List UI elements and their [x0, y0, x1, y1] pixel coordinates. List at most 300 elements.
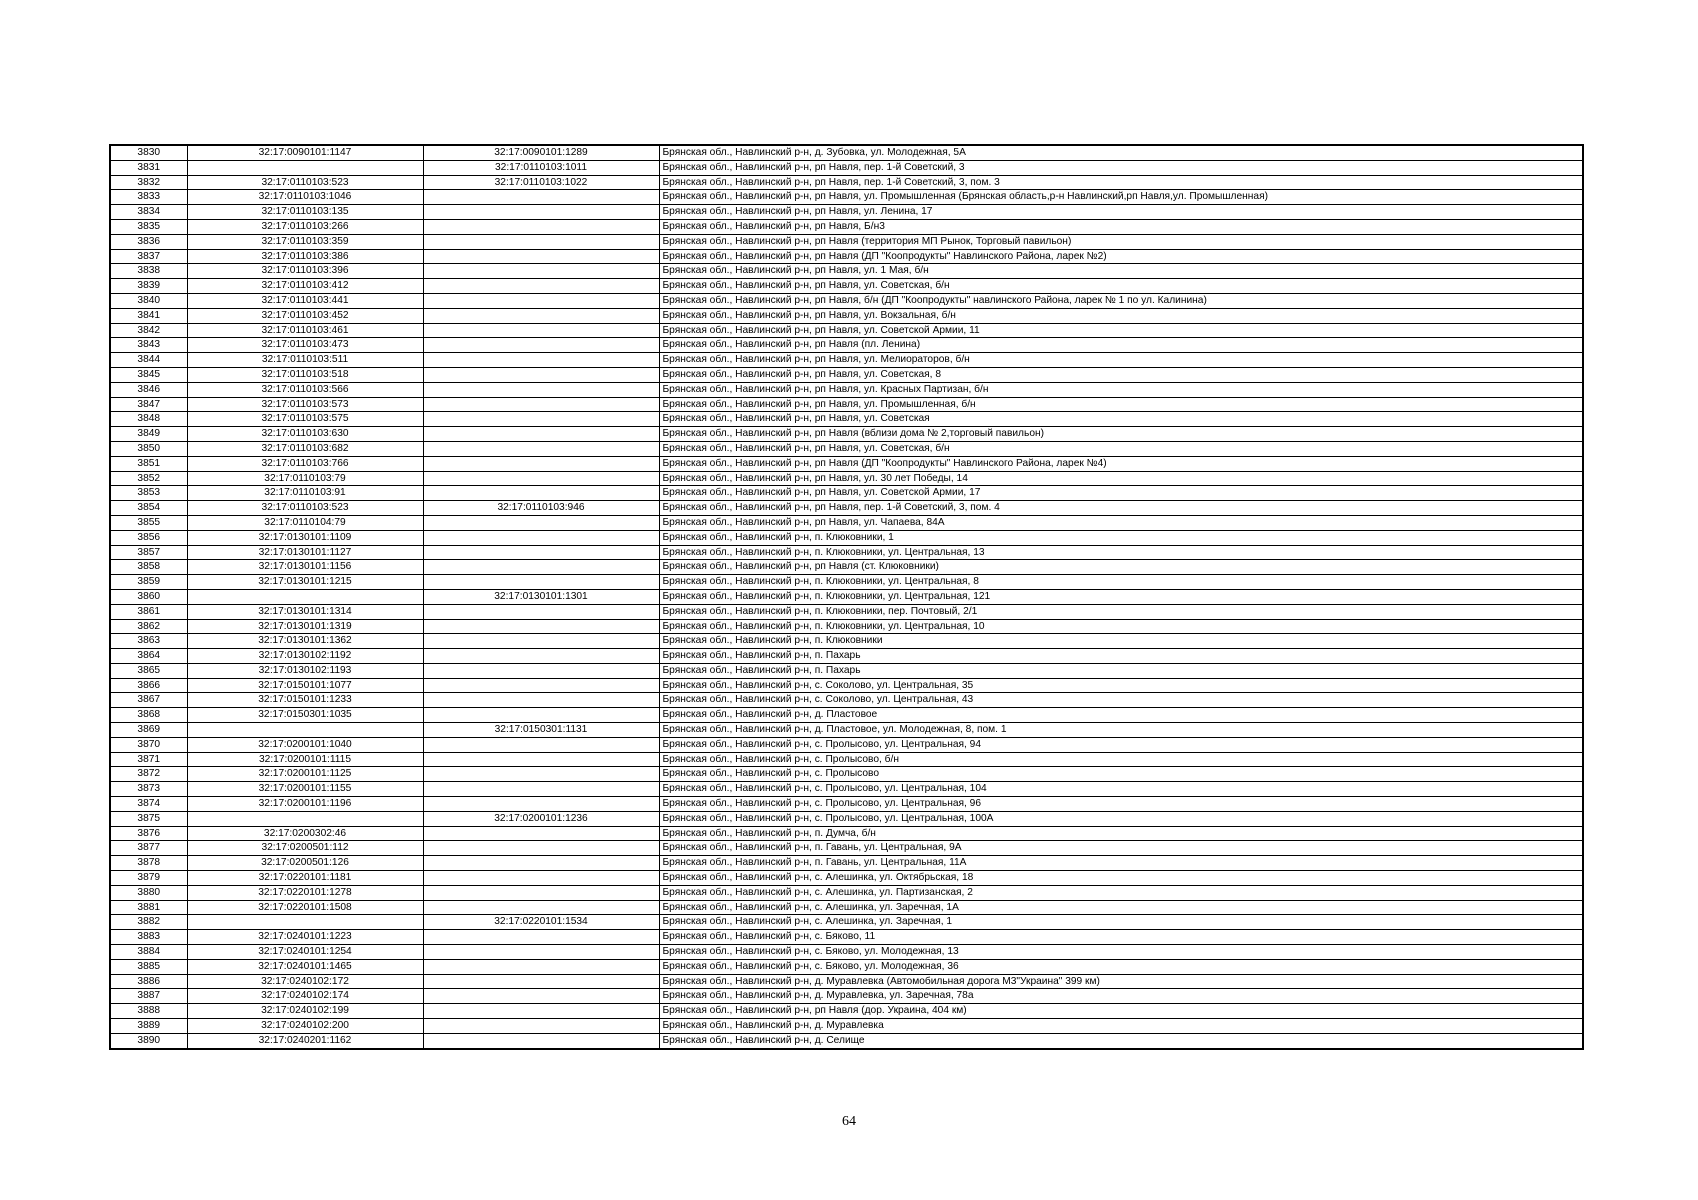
table-row — [110, 190, 1583, 205]
object-cadastral-number-cell — [423, 604, 659, 619]
cadastral-number-cell: 32:17:0110103:461 — [187, 323, 423, 338]
address-cell: Брянская обл., Навлинский р-н, с. Соколово, ул. Центральная, 43 — [659, 693, 1583, 708]
table-row — [110, 1019, 1583, 1034]
table-row — [110, 782, 1583, 797]
object-cadastral-number-cell — [423, 412, 659, 427]
address-cell: Брянская обл., Навлинский р-н, рп Навля (ДП "Коопродукты" Навлинского Района, ларек №4) — [659, 456, 1583, 471]
address-cell: Брянская обл., Навлинский р-н, с. Алешинка, ул. Заречная, 1 — [659, 915, 1583, 930]
address-cell: Брянская обл., Навлинский р-н, д. Муравлевка, ул. Заречная, 78а — [659, 989, 1583, 1004]
cadastral-number-cell: 32:17:0200101:1125 — [187, 767, 423, 782]
object-cadastral-number-cell — [423, 1019, 659, 1034]
address-cell: Брянская обл., Навлинский р-н, с. Пролысово, ул. Центральная, 104 — [659, 782, 1583, 797]
table-row — [110, 323, 1583, 338]
row-number-cell: 3839 — [110, 279, 187, 294]
table-row — [110, 145, 1583, 160]
cadastral-number-cell: 32:17:0220101:1181 — [187, 871, 423, 886]
table-row — [110, 249, 1583, 264]
object-cadastral-number-cell: 32:17:0150301:1131 — [423, 723, 659, 738]
object-cadastral-number-cell: 32:17:0110103:1011 — [423, 160, 659, 175]
table-row — [110, 530, 1583, 545]
table-row — [110, 234, 1583, 249]
row-number-cell: 3881 — [110, 900, 187, 915]
table-row — [110, 560, 1583, 575]
cadastral-number-cell: 32:17:0130101:1319 — [187, 619, 423, 634]
row-number-cell: 3843 — [110, 338, 187, 353]
row-number-cell: 3880 — [110, 885, 187, 900]
table-row — [110, 308, 1583, 323]
row-number-cell: 3873 — [110, 782, 187, 797]
row-number-cell: 3850 — [110, 441, 187, 456]
table-row — [110, 708, 1583, 723]
cadastral-number-cell: 32:17:0110103:523 — [187, 501, 423, 516]
cadastral-number-cell: 32:17:0240102:200 — [187, 1019, 423, 1034]
row-number-cell: 3875 — [110, 811, 187, 826]
row-number-cell: 3877 — [110, 841, 187, 856]
object-cadastral-number-cell — [423, 367, 659, 382]
table-row — [110, 723, 1583, 738]
object-cadastral-number-cell — [423, 427, 659, 442]
table-row — [110, 427, 1583, 442]
cadastral-number-cell: 32:17:0240101:1465 — [187, 959, 423, 974]
address-cell: Брянская обл., Навлинский р-н, рп Навля, ул. Советской Армии, 17 — [659, 486, 1583, 501]
object-cadastral-number-cell — [423, 279, 659, 294]
cadastral-number-cell: 32:17:0130101:1109 — [187, 530, 423, 545]
address-cell: Брянская обл., Навлинский р-н, рп Навля, ул. Советская — [659, 412, 1583, 427]
cadastral-number-cell: 32:17:0240201:1162 — [187, 1033, 423, 1048]
cadastral-number-cell: 32:17:0110103:523 — [187, 175, 423, 190]
row-number-cell: 3878 — [110, 856, 187, 871]
table-row — [110, 634, 1583, 649]
object-cadastral-number-cell — [423, 737, 659, 752]
object-cadastral-number-cell — [423, 841, 659, 856]
cadastral-number-cell: 32:17:0200101:1155 — [187, 782, 423, 797]
address-cell: Брянская обл., Навлинский р-н, п. Гавань, ул. Центральная, 11А — [659, 856, 1583, 871]
address-cell: Брянская обл., Навлинский р-н, п. Клюковники — [659, 634, 1583, 649]
address-cell: Брянская обл., Навлинский р-н, п. Пахарь — [659, 649, 1583, 664]
address-cell: Брянская обл., Навлинский р-н, с. Соколово, ул. Центральная, 35 — [659, 678, 1583, 693]
row-number-cell: 3852 — [110, 471, 187, 486]
row-number-cell: 3884 — [110, 945, 187, 960]
object-cadastral-number-cell — [423, 1004, 659, 1019]
table-row — [110, 293, 1583, 308]
cadastral-number-cell: 32:17:0200302:46 — [187, 826, 423, 841]
address-cell: Брянская обл., Навлинский р-н, рп Навля, ул. Чапаева, 84А — [659, 515, 1583, 530]
cadastral-number-cell: 32:17:0130102:1193 — [187, 663, 423, 678]
row-number-cell: 3835 — [110, 219, 187, 234]
row-number-cell: 3834 — [110, 205, 187, 220]
object-cadastral-number-cell — [423, 264, 659, 279]
address-cell: Брянская обл., Навлинский р-н, рп Навля, ул. Промышленная (Брянская область,р-н Навлинский,рп Навля,ул. Промышленная) — [659, 190, 1583, 205]
table-row — [110, 959, 1583, 974]
cadastral-number-cell: 32:17:0110103:473 — [187, 338, 423, 353]
object-cadastral-number-cell — [423, 353, 659, 368]
address-cell: Брянская обл., Навлинский р-н, рп Навля, Б/н3 — [659, 219, 1583, 234]
object-cadastral-number-cell — [423, 190, 659, 205]
address-cell: Брянская обл., Навлинский р-н, рп Навля, ул. Советская, 8 — [659, 367, 1583, 382]
row-number-cell: 3862 — [110, 619, 187, 634]
address-cell: Брянская обл., Навлинский р-н, с. Бяково, ул. Молодежная, 36 — [659, 959, 1583, 974]
object-cadastral-number-cell: 32:17:0200101:1236 — [423, 811, 659, 826]
cadastral-number-cell: 32:17:0110103:386 — [187, 249, 423, 264]
object-cadastral-number-cell — [423, 663, 659, 678]
cadastral-number-cell: 32:17:0110103:518 — [187, 367, 423, 382]
table-row — [110, 456, 1583, 471]
cadastral-number-cell: 32:17:0110103:682 — [187, 441, 423, 456]
address-cell: Брянская обл., Навлинский р-н, рп Навля, ул. Советская, б/н — [659, 279, 1583, 294]
table-row — [110, 693, 1583, 708]
address-cell: Брянская обл., Навлинский р-н, рп Навля, ул. Советская, б/н — [659, 441, 1583, 456]
object-cadastral-number-cell: 32:17:0220101:1534 — [423, 915, 659, 930]
table-row — [110, 885, 1583, 900]
row-number-cell: 3860 — [110, 589, 187, 604]
address-cell: Брянская обл., Навлинский р-н, п. Пахарь — [659, 663, 1583, 678]
row-number-cell: 3845 — [110, 367, 187, 382]
address-cell: Брянская обл., Навлинский р-н, с. Пролысово, ул. Центральная, 94 — [659, 737, 1583, 752]
row-number-cell: 3830 — [110, 145, 187, 160]
table-row — [110, 367, 1583, 382]
table-row — [110, 589, 1583, 604]
address-cell: Брянская обл., Навлинский р-н, рп Навля (дор. Украина, 404 км) — [659, 1004, 1583, 1019]
row-number-cell: 3864 — [110, 649, 187, 664]
row-number-cell: 3886 — [110, 974, 187, 989]
cadastral-number-cell — [187, 589, 423, 604]
cadastral-number-cell: 32:17:0110103:396 — [187, 264, 423, 279]
row-number-cell: 3853 — [110, 486, 187, 501]
cadastral-number-cell: 32:17:0240102:199 — [187, 1004, 423, 1019]
table-row — [110, 160, 1583, 175]
object-cadastral-number-cell — [423, 308, 659, 323]
row-number-cell: 3858 — [110, 560, 187, 575]
row-number-cell: 3872 — [110, 767, 187, 782]
table-row — [110, 175, 1583, 190]
table-row — [110, 678, 1583, 693]
table-row — [110, 767, 1583, 782]
cadastral-number-cell — [187, 160, 423, 175]
row-number-cell: 3851 — [110, 456, 187, 471]
address-cell: Брянская обл., Навлинский р-н, д. Селище — [659, 1033, 1583, 1048]
cadastral-number-cell: 32:17:0110104:79 — [187, 515, 423, 530]
table-row — [110, 797, 1583, 812]
object-cadastral-number-cell — [423, 826, 659, 841]
row-number-cell: 3870 — [110, 737, 187, 752]
object-cadastral-number-cell — [423, 205, 659, 220]
object-cadastral-number-cell — [423, 338, 659, 353]
object-cadastral-number-cell — [423, 219, 659, 234]
row-number-cell: 3865 — [110, 663, 187, 678]
table-row — [110, 826, 1583, 841]
table-row — [110, 915, 1583, 930]
row-number-cell: 3842 — [110, 323, 187, 338]
address-cell: Брянская обл., Навлинский р-н, с. Алешинка, ул. Заречная, 1А — [659, 900, 1583, 915]
table-row — [110, 752, 1583, 767]
cadastral-number-cell: 32:17:0110103:452 — [187, 308, 423, 323]
table-row — [110, 205, 1583, 220]
object-cadastral-number-cell — [423, 575, 659, 590]
object-cadastral-number-cell — [423, 678, 659, 693]
row-number-cell: 3854 — [110, 501, 187, 516]
cadastral-number-cell: 32:17:0110103:91 — [187, 486, 423, 501]
cadastral-number-cell: 32:17:0130101:1314 — [187, 604, 423, 619]
row-number-cell: 3879 — [110, 871, 187, 886]
object-cadastral-number-cell — [423, 471, 659, 486]
row-number-cell: 3887 — [110, 989, 187, 1004]
cadastral-number-cell: 32:17:0110103:412 — [187, 279, 423, 294]
address-cell: Брянская обл., Навлинский р-н, п. Клюковники, ул. Центральная, 10 — [659, 619, 1583, 634]
table-row — [110, 471, 1583, 486]
table-row — [110, 501, 1583, 516]
row-number-cell: 3863 — [110, 634, 187, 649]
address-cell: Брянская обл., Навлинский р-н, с. Пролысово, ул. Центральная, 100А — [659, 811, 1583, 826]
table-row — [110, 219, 1583, 234]
cadastral-number-cell: 32:17:0110103:573 — [187, 397, 423, 412]
table-row — [110, 930, 1583, 945]
cadastral-number-cell: 32:17:0220101:1278 — [187, 885, 423, 900]
table-row — [110, 604, 1583, 619]
object-cadastral-number-cell — [423, 234, 659, 249]
table-row — [110, 279, 1583, 294]
table-row — [110, 619, 1583, 634]
cadastral-number-cell: 32:17:0200501:112 — [187, 841, 423, 856]
address-cell: Брянская обл., Навлинский р-н, д. Зубовка, ул. Молодежная, 5А — [659, 145, 1583, 160]
object-cadastral-number-cell — [423, 900, 659, 915]
object-cadastral-number-cell — [423, 530, 659, 545]
table-row — [110, 338, 1583, 353]
object-cadastral-number-cell — [423, 693, 659, 708]
object-cadastral-number-cell — [423, 945, 659, 960]
cadastral-number-cell: 32:17:0090101:1147 — [187, 145, 423, 160]
address-cell: Брянская обл., Навлинский р-н, рп Навля, ул. Советской Армии, 11 — [659, 323, 1583, 338]
object-cadastral-number-cell — [423, 959, 659, 974]
row-number-cell: 3844 — [110, 353, 187, 368]
object-cadastral-number-cell — [423, 767, 659, 782]
object-cadastral-number-cell — [423, 515, 659, 530]
cadastral-number-cell: 32:17:0240102:174 — [187, 989, 423, 1004]
object-cadastral-number-cell — [423, 708, 659, 723]
table-row — [110, 486, 1583, 501]
row-number-cell: 3857 — [110, 545, 187, 560]
address-cell: Брянская обл., Навлинский р-н, с. Пролысово, ул. Центральная, 96 — [659, 797, 1583, 812]
cadastral-number-cell: 32:17:0150301:1035 — [187, 708, 423, 723]
address-cell: Брянская обл., Навлинский р-н, п. Думча, б/н — [659, 826, 1583, 841]
row-number-cell: 3849 — [110, 427, 187, 442]
address-cell: Брянская обл., Навлинский р-н, рп Навля, ул. Ленина, 17 — [659, 205, 1583, 220]
row-number-cell: 3841 — [110, 308, 187, 323]
row-number-cell: 3855 — [110, 515, 187, 530]
address-cell: Брянская обл., Навлинский р-н, рп Навля, пер. 1-й Советский, 3, пом. 4 — [659, 501, 1583, 516]
cadastral-number-cell: 32:17:0130101:1362 — [187, 634, 423, 649]
object-cadastral-number-cell — [423, 885, 659, 900]
row-number-cell: 3837 — [110, 249, 187, 264]
cadastral-number-cell: 32:17:0200101:1196 — [187, 797, 423, 812]
address-cell: Брянская обл., Навлинский р-н, с. Бяково, 11 — [659, 930, 1583, 945]
page-number: 64 — [842, 1114, 856, 1129]
cadastral-number-cell: 32:17:0110103:266 — [187, 219, 423, 234]
object-cadastral-number-cell — [423, 323, 659, 338]
cadastral-number-cell: 32:17:0110103:441 — [187, 293, 423, 308]
object-cadastral-number-cell — [423, 649, 659, 664]
row-number-cell: 3890 — [110, 1033, 187, 1048]
address-cell: Брянская обл., Навлинский р-н, рп Навля, ул. Мелиораторов, б/н — [659, 353, 1583, 368]
object-cadastral-number-cell — [423, 856, 659, 871]
address-cell: Брянская обл., Навлинский р-н, рп Навля (вблизи дома № 2,торговый павильон) — [659, 427, 1583, 442]
row-number-cell: 3838 — [110, 264, 187, 279]
object-cadastral-number-cell — [423, 619, 659, 634]
row-number-cell: 3882 — [110, 915, 187, 930]
object-cadastral-number-cell — [423, 974, 659, 989]
cadastral-number-cell: 32:17:0240102:172 — [187, 974, 423, 989]
object-cadastral-number-cell: 32:17:0110103:946 — [423, 501, 659, 516]
table-row — [110, 900, 1583, 915]
address-cell: Брянская обл., Навлинский р-н, рп Навля (пл. Ленина) — [659, 338, 1583, 353]
object-cadastral-number-cell — [423, 560, 659, 575]
address-cell: Брянская обл., Навлинский р-н, д. Муравлевка — [659, 1019, 1583, 1034]
table-row — [110, 397, 1583, 412]
address-cell: Брянская обл., Навлинский р-н, п. Гавань, ул. Центральная, 9А — [659, 841, 1583, 856]
address-cell: Брянская обл., Навлинский р-н, п. Клюковники, пер. Почтовый, 2/1 — [659, 604, 1583, 619]
cadastral-number-cell: 32:17:0110103:575 — [187, 412, 423, 427]
table-row — [110, 856, 1583, 871]
object-cadastral-number-cell — [423, 397, 659, 412]
row-number-cell: 3889 — [110, 1019, 187, 1034]
object-cadastral-number-cell — [423, 486, 659, 501]
object-cadastral-number-cell: 32:17:0090101:1289 — [423, 145, 659, 160]
row-number-cell: 3832 — [110, 175, 187, 190]
address-cell: Брянская обл., Навлинский р-н, рп Навля, ул. 30 лет Победы, 14 — [659, 471, 1583, 486]
row-number-cell: 3836 — [110, 234, 187, 249]
object-cadastral-number-cell — [423, 752, 659, 767]
cadastral-number-cell: 32:17:0110103:766 — [187, 456, 423, 471]
cadastral-number-cell: 32:17:0150101:1233 — [187, 693, 423, 708]
table-row — [110, 515, 1583, 530]
row-number-cell: 3888 — [110, 1004, 187, 1019]
address-cell: Брянская обл., Навлинский р-н, рп Навля, ул. Промышленная, б/н — [659, 397, 1583, 412]
row-number-cell: 3859 — [110, 575, 187, 590]
table-row — [110, 575, 1583, 590]
row-number-cell: 3866 — [110, 678, 187, 693]
address-cell: Брянская обл., Навлинский р-н, с. Алешинка, ул. Октябрьская, 18 — [659, 871, 1583, 886]
table-row — [110, 441, 1583, 456]
address-cell: Брянская обл., Навлинский р-н, д. Муравлевка (Автомобильная дорога М3"Украина" 399 км) — [659, 974, 1583, 989]
row-number-cell: 3871 — [110, 752, 187, 767]
address-cell: Брянская обл., Навлинский р-н, рп Навля, ул. Красных Партизан, б/н — [659, 382, 1583, 397]
cadastral-number-cell: 32:17:0130101:1156 — [187, 560, 423, 575]
table-row — [110, 945, 1583, 960]
address-cell: Брянская обл., Навлинский р-н, п. Клюковники, ул. Центральная, 13 — [659, 545, 1583, 560]
row-number-cell: 3883 — [110, 930, 187, 945]
table-row — [110, 353, 1583, 368]
row-number-cell: 3874 — [110, 797, 187, 812]
object-cadastral-number-cell — [423, 293, 659, 308]
cadastral-number-cell: 32:17:0220101:1508 — [187, 900, 423, 915]
object-cadastral-number-cell — [423, 989, 659, 1004]
address-cell: Брянская обл., Навлинский р-н, рп Навля (ст. Клюковники) — [659, 560, 1583, 575]
table-row — [110, 382, 1583, 397]
row-number-cell: 3861 — [110, 604, 187, 619]
table-row — [110, 412, 1583, 427]
cadastral-number-cell: 32:17:0130102:1192 — [187, 649, 423, 664]
table-row — [110, 841, 1583, 856]
table-row — [110, 545, 1583, 560]
object-cadastral-number-cell — [423, 797, 659, 812]
address-cell: Брянская обл., Навлинский р-н, рп Навля (территория МП Рынок, Торговый павильон) — [659, 234, 1583, 249]
table-row — [110, 1033, 1583, 1048]
object-cadastral-number-cell — [423, 456, 659, 471]
cadastral-number-cell: 32:17:0110103:359 — [187, 234, 423, 249]
address-cell: Брянская обл., Навлинский р-н, рп Навля, пер. 1-й Советский, 3 — [659, 160, 1583, 175]
table-row — [110, 989, 1583, 1004]
address-cell: Брянская обл., Навлинский р-н, рп Навля, пер. 1-й Советский, 3, пом. 3 — [659, 175, 1583, 190]
cadastral-number-cell: 32:17:0130101:1127 — [187, 545, 423, 560]
address-cell: Брянская обл., Навлинский р-н, с. Пролысово — [659, 767, 1583, 782]
object-cadastral-number-cell — [423, 1033, 659, 1048]
address-cell: Брянская обл., Навлинский р-н, с. Пролысово, б/н — [659, 752, 1583, 767]
row-number-cell: 3848 — [110, 412, 187, 427]
cadastral-number-cell: 32:17:0150101:1077 — [187, 678, 423, 693]
address-cell: Брянская обл., Навлинский р-н, д. Пластовое — [659, 708, 1583, 723]
cadastral-number-cell: 32:17:0110103:630 — [187, 427, 423, 442]
object-cadastral-number-cell — [423, 249, 659, 264]
table-row — [110, 974, 1583, 989]
row-number-cell: 3869 — [110, 723, 187, 738]
object-cadastral-number-cell — [423, 930, 659, 945]
object-cadastral-number-cell — [423, 782, 659, 797]
object-cadastral-number-cell — [423, 382, 659, 397]
row-number-cell: 3846 — [110, 382, 187, 397]
address-cell: Брянская обл., Навлинский р-н, д. Пластовое, ул. Молодежная, 8, пом. 1 — [659, 723, 1583, 738]
row-number-cell: 3847 — [110, 397, 187, 412]
table-row — [110, 649, 1583, 664]
object-cadastral-number-cell — [423, 545, 659, 560]
object-cadastral-number-cell: 32:17:0110103:1022 — [423, 175, 659, 190]
address-cell: Брянская обл., Навлинский р-н, рп Навля, ул. Вокзальная, б/н — [659, 308, 1583, 323]
address-cell: Брянская обл., Навлинский р-н, п. Клюковники, 1 — [659, 530, 1583, 545]
row-number-cell: 3840 — [110, 293, 187, 308]
address-cell: Брянская обл., Навлинский р-н, с. Бяково, ул. Молодежная, 13 — [659, 945, 1583, 960]
cadastral-number-cell: 32:17:0110103:1046 — [187, 190, 423, 205]
row-number-cell: 3856 — [110, 530, 187, 545]
table-row — [110, 663, 1583, 678]
address-cell: Брянская обл., Навлинский р-н, с. Алешинка, ул. Партизанская, 2 — [659, 885, 1583, 900]
object-cadastral-number-cell — [423, 441, 659, 456]
table-row — [110, 1004, 1583, 1019]
object-cadastral-number-cell — [423, 634, 659, 649]
cadastral-number-cell: 32:17:0200101:1115 — [187, 752, 423, 767]
row-number-cell: 3831 — [110, 160, 187, 175]
cadastral-number-cell — [187, 915, 423, 930]
row-number-cell: 3868 — [110, 708, 187, 723]
row-number-cell: 3833 — [110, 190, 187, 205]
cadastral-number-cell — [187, 723, 423, 738]
address-cell: Брянская обл., Навлинский р-н, рп Навля, ул. 1 Мая, б/н — [659, 264, 1583, 279]
object-cadastral-number-cell: 32:17:0130101:1301 — [423, 589, 659, 604]
cadastral-number-cell — [187, 811, 423, 826]
cadastral-number-cell: 32:17:0110103:511 — [187, 353, 423, 368]
address-cell: Брянская обл., Навлинский р-н, рп Навля, б/н (ДП "Коопродукты" навлинского Района, ларек № 1 по ул. Калинина) — [659, 293, 1583, 308]
cadastral-number-cell: 32:17:0130101:1215 — [187, 575, 423, 590]
cadastral-number-cell: 32:17:0200501:126 — [187, 856, 423, 871]
cadastral-number-cell: 32:17:0240101:1223 — [187, 930, 423, 945]
cadastral-number-cell: 32:17:0200101:1040 — [187, 737, 423, 752]
address-cell: Брянская обл., Навлинский р-н, п. Клюковники, ул. Центральная, 8 — [659, 575, 1583, 590]
cadastral-number-cell: 32:17:0110103:566 — [187, 382, 423, 397]
row-number-cell: 3876 — [110, 826, 187, 841]
table-row — [110, 264, 1583, 279]
cadastral-number-cell: 32:17:0110103:79 — [187, 471, 423, 486]
table-row — [110, 737, 1583, 752]
registry-table — [109, 144, 1584, 1050]
object-cadastral-number-cell — [423, 871, 659, 886]
cadastral-number-cell: 32:17:0240101:1254 — [187, 945, 423, 960]
